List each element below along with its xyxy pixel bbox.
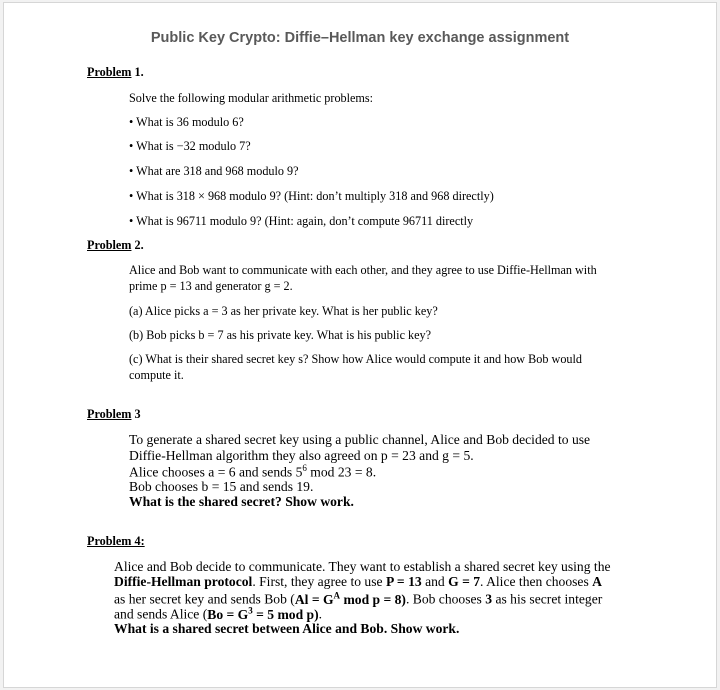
problem-3-heading (87, 407, 141, 422)
problem-4-line-2-and: and (421, 574, 449, 589)
problem-4-alice-value-lhs: Al = G (294, 591, 334, 607)
problem-3-heading-label: Problem (87, 407, 132, 421)
problem-4-alice-exponent: A (333, 590, 341, 600)
problem-2-heading-number: 2. (131, 238, 144, 252)
problem-3-line-3-end: mod 23 = 8. (306, 464, 377, 480)
problem-2-intro-line-1: Alice and Bob want to communicate with each other, and they agree to use Diffie-Hellman with (129, 263, 597, 277)
problem-4-line-4 (114, 605, 322, 623)
problem-1-item: • What is −32 modulo 7? (129, 139, 251, 153)
problem-4-line-4-text: and sends Alice ( (114, 606, 208, 622)
problem-1-item: • What is 36 modulo 6? (129, 115, 244, 129)
problem-4-line-3-text: as her secret key and sends Bob ( (114, 591, 295, 607)
problem-3-line-4: Bob chooses b = 15 and sends 19. (129, 479, 314, 494)
problem-1-heading-number: 1. (131, 65, 144, 79)
problem-1-item: • What are 318 and 968 modulo 9? (129, 164, 299, 178)
problem-2-part-c-line-2: compute it. (129, 368, 184, 382)
problem-4-line-2 (114, 574, 602, 590)
problem-4-bob-exponent: 3 (248, 605, 253, 615)
problem-4-alice-secret: A (592, 574, 602, 589)
problem-4-bob-secret: 3 (485, 591, 493, 607)
problem-3-line-2: Diffie-Hellman algorithm they also agreed on p = 23 and g = 5. (129, 448, 474, 463)
problem-4-line-2-end: . Alice then chooses (480, 574, 593, 589)
problem-4-alice-value-rhs: mod p = 8) (340, 591, 406, 607)
problem-2-heading-label: Problem (87, 238, 132, 252)
problem-1-intro: Solve the following modular arithmetic problems: (129, 91, 374, 105)
problem-4-line-3-mid: . Bob chooses (405, 591, 486, 607)
problem-2-intro-line-2: prime p = 13 and generator g = 2. (129, 279, 293, 293)
problem-4-prime: P = 13 (385, 574, 422, 589)
problem-3-question: What is the shared secret? Show work. (129, 494, 354, 509)
problem-4-bob-value-lhs: Bo = G (207, 606, 249, 622)
problem-4-protocol: Diffie-Hellman protocol (114, 574, 253, 589)
problem-1-item: • What is 96711 modulo 9? (Hint: again, don’t compute 96711 directly (129, 214, 474, 228)
problem-3-line-1: To generate a shared secret key using a public channel, Alice and Bob decided to use (129, 432, 591, 447)
problem-2-part-b: (b) Bob picks b = 7 as his private key. What is his public key? (129, 328, 432, 342)
problem-4-bob-value (207, 607, 318, 622)
problem-1-heading-label: Problem (87, 65, 132, 79)
problem-2-part-c-line-1: (c) What is their shared secret key s? Show how Alice would compute it and how Bob would (129, 352, 582, 366)
problem-4-generator: G = 7 (448, 574, 481, 589)
problem-4-line-4-end: . (318, 606, 323, 622)
problem-4-bob-value-rhs: = 5 mod p) (252, 606, 319, 622)
problem-4-line-1: Alice and Bob decide to communicate. They want to establish a shared secret key using the (114, 559, 611, 574)
problem-2-part-a: (a) Alice picks a = 3 as her private key. What is her public key? (129, 304, 438, 318)
page-title: Public Key Crypto: Diffie–Hellman key exchange assignment (150, 30, 570, 46)
problem-4-line-2-text: . First, they agree to use (252, 574, 386, 589)
problem-4-question: What is a shared secret between Alice and Bob. Show work. (114, 621, 460, 636)
problem-1-item: • What is 318 × 968 modulo 9? (Hint: don’t multiply 318 and 968 directly) (129, 189, 494, 203)
problem-3-exponent: 6 (302, 463, 307, 473)
problem-3-line-3 (129, 463, 376, 481)
problem-3-heading-number: 3 (131, 407, 141, 421)
problem-2-heading (87, 238, 144, 253)
problem-4-heading: Problem 4: (87, 534, 145, 548)
problem-4-line-3-end: as his secret integer (492, 591, 603, 607)
problem-3-line-3-text: Alice chooses a = 6 and sends 5 (129, 464, 303, 480)
problem-1-heading (87, 65, 144, 80)
